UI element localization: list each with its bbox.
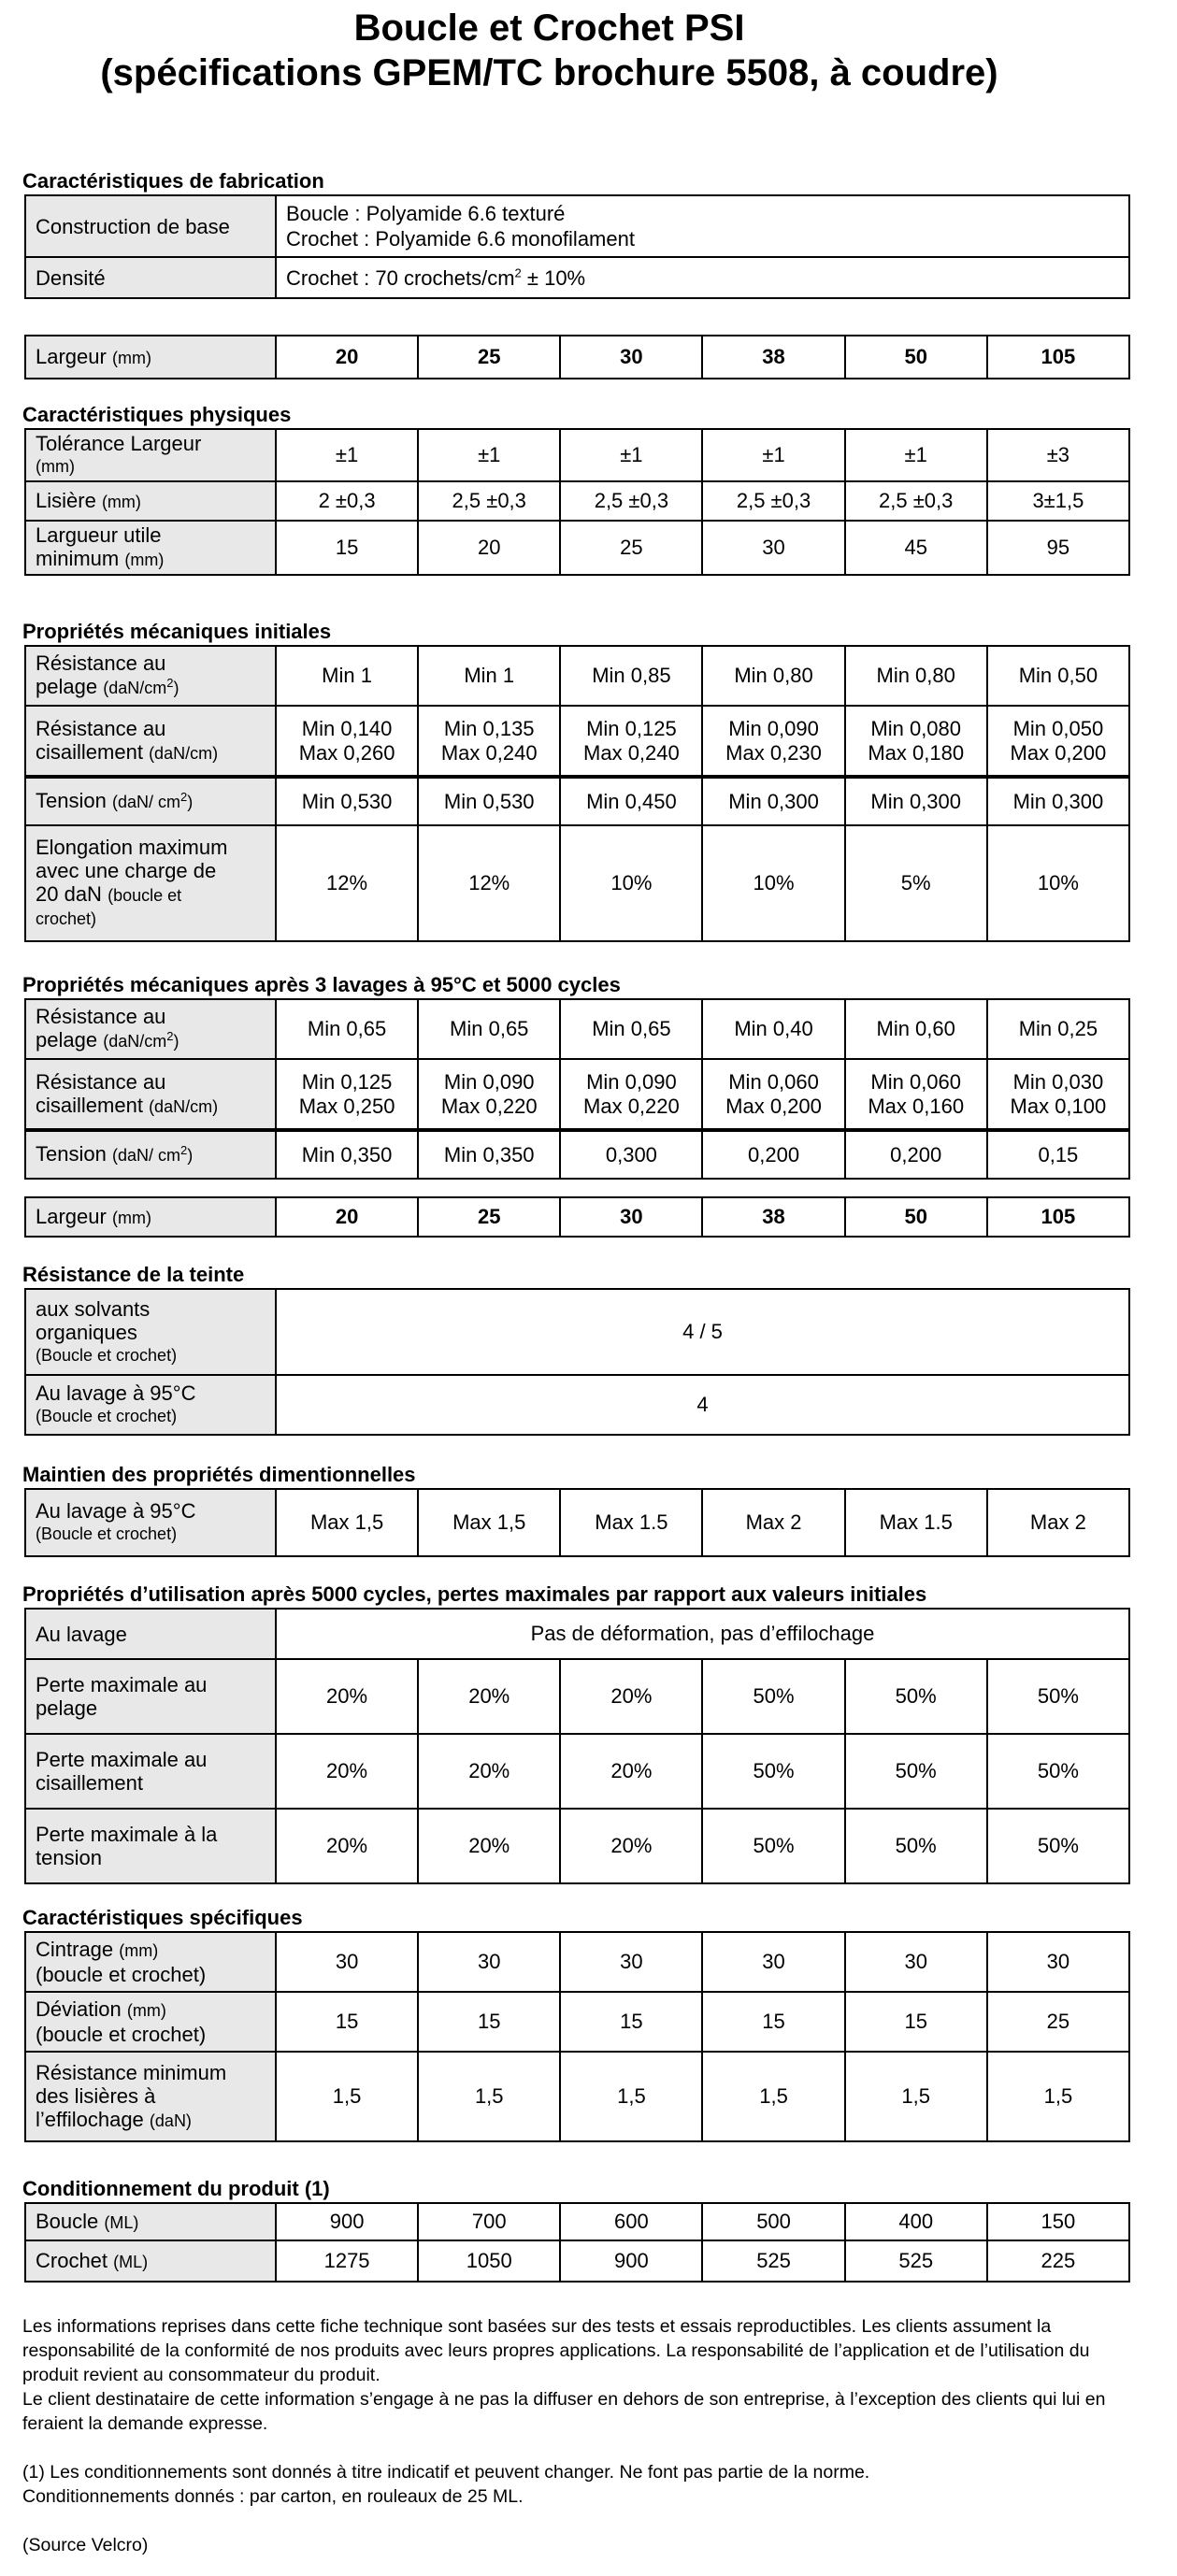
table-cell: Min 0,050 Max 0,200	[987, 706, 1129, 777]
table-cell: 900	[560, 2240, 702, 2282]
table-cell: Min 0,060 Max 0,160	[845, 1059, 987, 1130]
table-cell: 12%	[276, 825, 418, 941]
table-cell: 50%	[987, 1659, 1129, 1734]
table-cell: 600	[560, 2203, 702, 2240]
table-cell: 2 ±0,3	[276, 481, 418, 521]
meca-lavage-table	[24, 998, 1130, 1180]
table-cell: 105	[987, 336, 1129, 379]
section-title-fabrication: Caractéristiques de fabrication	[22, 169, 324, 193]
table-cell: 30	[560, 1932, 702, 1992]
table-cell: Min 0,80	[845, 646, 987, 706]
table-row	[25, 2203, 1129, 2240]
table-cell: Min 0,65	[276, 999, 418, 1059]
table-cell: 95	[987, 521, 1129, 575]
row-label: Cintrage (mm) (boucle et crochet)	[25, 1932, 276, 1992]
table-cell: Min 0,25	[987, 999, 1129, 1059]
table-cell: Max 1,5	[276, 1489, 418, 1556]
fabrication-table	[24, 194, 1130, 299]
table-cell: 2,5 ±0,3	[845, 481, 987, 521]
table-cell: Pas de déformation, pas d’effilochage	[276, 1609, 1129, 1659]
row-label: Résistance minimum des lisières à l’effilochage (daN)	[25, 2052, 276, 2141]
table-row	[25, 1197, 1129, 1237]
table-cell: 20	[418, 521, 560, 575]
table-row	[25, 1734, 1129, 1809]
table-cell: 0,200	[845, 1130, 987, 1179]
table-cell: 20%	[276, 1659, 418, 1734]
table-cell: Min 1	[276, 646, 418, 706]
table-cell: 1,5	[276, 2052, 418, 2141]
table-cell: 900	[276, 2203, 418, 2240]
table-cell: 30	[845, 1932, 987, 1992]
section-title-meca-init: Propriétés mécaniques initiales	[22, 620, 332, 643]
dimension-table	[24, 1488, 1130, 1557]
row-label: Perte maximale au cisaillement	[25, 1734, 276, 1809]
row-label: Au lavage à 95°C (Boucle et crochet)	[25, 1375, 276, 1435]
table-cell: 225	[987, 2240, 1129, 2282]
table-cell: 1,5	[845, 2052, 987, 2141]
table-cell: 1,5	[702, 2052, 844, 2141]
note-paragraph: Les informations reprises dans cette fiche technique sont basées sur des tests et essais reproductibles. Les clients assument la responsabilité de la conformité de nos produits avec leurs propres applications. La responsabilité de l’application et de l’utilisation du produit revient au consommateur du produit.	[22, 2316, 1090, 2385]
table-cell: 15	[418, 1992, 560, 2052]
table-cell: Min 0,40	[702, 999, 844, 1059]
table-cell: 50%	[702, 1659, 844, 1734]
table-cell: 50%	[845, 1659, 987, 1734]
table-cell: 25	[418, 1197, 560, 1237]
table-row	[25, 1932, 1129, 1992]
table-cell: 30	[276, 1932, 418, 1992]
table-cell: 30	[702, 521, 844, 575]
footnote-paragraph: Conditionnements donnés : par carton, en rouleaux de 25 ML.	[22, 2486, 524, 2507]
table-cell: 2,5 ±0,3	[560, 481, 702, 521]
table-cell: 20%	[418, 1809, 560, 1883]
footnote-paragraph: (1) Les conditionnements sont donnés à titre indicatif et peuvent changer. Ne font pas partie de la norme.	[22, 2462, 870, 2483]
table-cell: 10%	[987, 825, 1129, 941]
table-cell: Min 0,530	[276, 777, 418, 825]
table-row	[25, 706, 1129, 777]
table-cell: 0,300	[560, 1130, 702, 1179]
table-row	[25, 1609, 1129, 1659]
table-cell: Min 0,65	[418, 999, 560, 1059]
table-cell: 400	[845, 2203, 987, 2240]
title-line-1: Boucle et Crochet PSI	[353, 7, 745, 49]
row-label: Tolérance Largeur (mm)	[25, 429, 276, 481]
table-cell: 50%	[702, 1809, 844, 1883]
table-cell: 30	[560, 336, 702, 379]
table-row	[25, 646, 1129, 706]
row-label: Résistance au cisaillement (daN/cm)	[25, 706, 276, 777]
table-cell: ±1	[702, 429, 844, 481]
note-paragraph: Le client destinataire de cette information s’engage à ne pas la diffuser en dehors de son entreprise, à l’exception des clients qui lui en feraient la demande expresse.	[22, 2389, 1106, 2434]
table-row	[25, 481, 1129, 521]
table-cell: Max 1,5	[418, 1489, 560, 1556]
table-cell: 1275	[276, 2240, 418, 2282]
table-row	[25, 257, 1129, 298]
table-cell: 15	[276, 521, 418, 575]
table-cell: 3±1,5	[987, 481, 1129, 521]
table-cell: 500	[702, 2203, 844, 2240]
table-cell: ±1	[276, 429, 418, 481]
table-cell: ±1	[560, 429, 702, 481]
row-label: Largeur (mm)	[25, 1197, 276, 1237]
table-cell: Min 0,85	[560, 646, 702, 706]
row-label: Déviation (mm) (boucle et crochet)	[25, 1992, 276, 2052]
table-cell: ±1	[845, 429, 987, 481]
table-cell: 1050	[418, 2240, 560, 2282]
table-cell: ±3	[987, 429, 1129, 481]
table-cell: 1,5	[560, 2052, 702, 2141]
table-cell: 4 / 5	[276, 1289, 1129, 1375]
table-cell: 700	[418, 2203, 560, 2240]
table-cell: 525	[702, 2240, 844, 2282]
table-cell: 30	[702, 1932, 844, 1992]
table-cell: 15	[560, 1992, 702, 2052]
table-cell: 50	[845, 336, 987, 379]
table-row	[25, 521, 1129, 575]
row-label: Elongation maximum avec une charge de 20 daN (boucle et crochet)	[25, 825, 276, 941]
utilisation-table	[24, 1608, 1130, 1884]
table-cell: 10%	[560, 825, 702, 941]
section-title-dimension: Maintien des propriétés dimentionnelles	[22, 1463, 416, 1486]
table-row	[25, 1809, 1129, 1883]
section-title-teinte: Résistance de la teinte	[22, 1263, 245, 1286]
table-cell: 25	[560, 521, 702, 575]
table-cell: Max 1.5	[560, 1489, 702, 1556]
row-label: Lisière (mm)	[25, 481, 276, 521]
section-title-specifiques: Caractéristiques spécifiques	[22, 1906, 303, 1929]
table-cell: Min 0,350	[276, 1130, 418, 1179]
row-label: Au lavage	[25, 1609, 276, 1659]
table-row	[25, 2240, 1129, 2282]
table-cell: 50%	[845, 1809, 987, 1883]
row-label: Largeur (mm)	[25, 336, 276, 379]
table-row	[25, 1289, 1129, 1375]
table-cell: 15	[845, 1992, 987, 2052]
table-cell: 38	[702, 1197, 844, 1237]
table-cell: Min 0,65	[560, 999, 702, 1059]
table-cell: 20%	[418, 1659, 560, 1734]
table-cell: 20	[276, 336, 418, 379]
table-cell: Min 0,125 Max 0,250	[276, 1059, 418, 1130]
table-cell: 20%	[276, 1734, 418, 1809]
table-cell: 30	[418, 1932, 560, 1992]
table-row	[25, 336, 1129, 379]
table-row	[25, 1130, 1129, 1179]
table-cell: Min 0,140 Max 0,260	[276, 706, 418, 777]
table-cell: 50%	[845, 1734, 987, 1809]
table-cell: 5%	[845, 825, 987, 941]
table-cell: Min 0,530	[418, 777, 560, 825]
table-cell: 2,5 ±0,3	[702, 481, 844, 521]
table-cell: Min 0,300	[845, 777, 987, 825]
row-label: Boucle (ML)	[25, 2203, 276, 2240]
row-label: aux solvants organiques (Boucle et crochet)	[25, 1289, 276, 1375]
table-cell: Max 1.5	[845, 1489, 987, 1556]
section-title-physique: Caractéristiques physiques	[22, 403, 292, 426]
table-row	[25, 1992, 1129, 2052]
table-cell: Max 2	[987, 1489, 1129, 1556]
table-cell: Min 0,450	[560, 777, 702, 825]
row-label: Densité	[25, 257, 276, 298]
title-line-2: (spécifications GPEM/TC brochure 5508, à coudre)	[100, 52, 998, 93]
table-cell: 0,200	[702, 1130, 844, 1179]
largeur-table-2	[24, 1196, 1130, 1238]
table-cell: 20	[276, 1197, 418, 1237]
densite-value: Crochet : 70 crochets/$cm^2 \pm 10\%$	[276, 257, 1129, 298]
table-cell: Min 0,135 Max 0,240	[418, 706, 560, 777]
table-cell: 25	[418, 336, 560, 379]
table-cell: Min 0,50	[987, 646, 1129, 706]
conditionnement-table	[24, 2202, 1130, 2283]
table-cell: 30	[987, 1932, 1129, 1992]
row-label: Perte maximale à la tension	[25, 1809, 276, 1883]
table-row	[25, 2052, 1129, 2141]
table-row	[25, 1375, 1129, 1435]
specifiques-table	[24, 1931, 1130, 2142]
row-label: Tension (daN/ $cm^2$)	[25, 777, 276, 825]
table-cell: 50%	[702, 1734, 844, 1809]
table-cell: 150	[987, 2203, 1129, 2240]
row-label: Crochet (ML)	[25, 2240, 276, 2282]
teinte-table	[24, 1288, 1130, 1436]
table-cell: 105	[987, 1197, 1129, 1237]
table-cell: Min 0,030 Max 0,100	[987, 1059, 1129, 1130]
table-row	[25, 429, 1129, 481]
table-row	[25, 825, 1129, 941]
table-row	[25, 777, 1129, 825]
table-cell: 0,15	[987, 1130, 1129, 1179]
largeur-table	[24, 335, 1130, 379]
source-note: (Source Velcro)	[22, 2535, 149, 2555]
section-title-utilisation: Propriétés d’utilisation après 5000 cycles, pertes maximales par rapport aux valeurs initiales	[22, 1582, 927, 1606]
row-label: Tension (daN/ $cm^2$)	[25, 1130, 276, 1179]
table-cell: 20%	[560, 1734, 702, 1809]
table-cell: 1,5	[987, 2052, 1129, 2141]
table-cell: Min 0,350	[418, 1130, 560, 1179]
disclaimer-notes	[22, 2314, 1135, 2557]
table-cell: ±1	[418, 429, 560, 481]
physique-table	[24, 428, 1130, 576]
table-cell: 25	[987, 1992, 1129, 2052]
table-row	[25, 1659, 1129, 1734]
table-cell: 15	[276, 1992, 418, 2052]
table-row	[25, 1489, 1129, 1556]
table-cell: 50%	[987, 1809, 1129, 1883]
table-cell: 20%	[560, 1809, 702, 1883]
table-cell: 38	[702, 336, 844, 379]
row-label: Résistance au pelage $(daN/cm^2)$	[25, 999, 276, 1059]
table-cell: 525	[845, 2240, 987, 2282]
meca-init-table	[24, 645, 1130, 942]
row-label: Au lavage à 95°C (Boucle et crochet)	[25, 1489, 276, 1556]
table-cell: Min 0,060 Max 0,200	[702, 1059, 844, 1130]
construction-value: Boucle : Polyamide 6.6 texturé Crochet : Polyamide 6.6 monofilament	[276, 195, 1129, 257]
table-cell: Min 0,090 Max 0,220	[560, 1059, 702, 1130]
table-cell: Min 0,300	[702, 777, 844, 825]
table-row	[25, 999, 1129, 1059]
table-cell: 20%	[276, 1809, 418, 1883]
table-cell: 12%	[418, 825, 560, 941]
table-cell: 20%	[560, 1659, 702, 1734]
row-label: Construction de base	[25, 195, 276, 257]
row-label: Largueur utile minimum (mm)	[25, 521, 276, 575]
table-cell: Min 0,80	[702, 646, 844, 706]
row-label: Résistance au pelage $(daN/cm^2)$	[25, 646, 276, 706]
table-row	[25, 195, 1129, 257]
table-cell: Min 0,125 Max 0,240	[560, 706, 702, 777]
table-cell: 15	[702, 1992, 844, 2052]
table-cell: Min 0,090 Max 0,230	[702, 706, 844, 777]
table-row	[25, 1059, 1129, 1130]
page-title	[0, 0, 1098, 95]
table-cell: 4	[276, 1375, 1129, 1435]
table-cell: Min 0,60	[845, 999, 987, 1059]
section-title-meca-lavage: Propriétés mécaniques après 3 lavages à 95°C et 5000 cycles	[22, 973, 621, 996]
table-cell: 45	[845, 521, 987, 575]
table-cell: 50%	[987, 1734, 1129, 1809]
table-cell: 10%	[702, 825, 844, 941]
table-cell: 2,5 ±0,3	[418, 481, 560, 521]
table-cell: 20%	[418, 1734, 560, 1809]
table-cell: 50	[845, 1197, 987, 1237]
table-cell: Min 0,090 Max 0,220	[418, 1059, 560, 1130]
table-cell: Max 2	[702, 1489, 844, 1556]
table-cell: Min 0,080 Max 0,180	[845, 706, 987, 777]
row-label: Perte maximale au pelage	[25, 1659, 276, 1734]
table-cell: 1,5	[418, 2052, 560, 2141]
table-cell: Min 0,300	[987, 777, 1129, 825]
section-title-conditionnement: Conditionnement du produit (1)	[22, 2177, 330, 2200]
table-cell: Min 1	[418, 646, 560, 706]
table-cell: 30	[560, 1197, 702, 1237]
row-label: Résistance au cisaillement (daN/cm)	[25, 1059, 276, 1130]
